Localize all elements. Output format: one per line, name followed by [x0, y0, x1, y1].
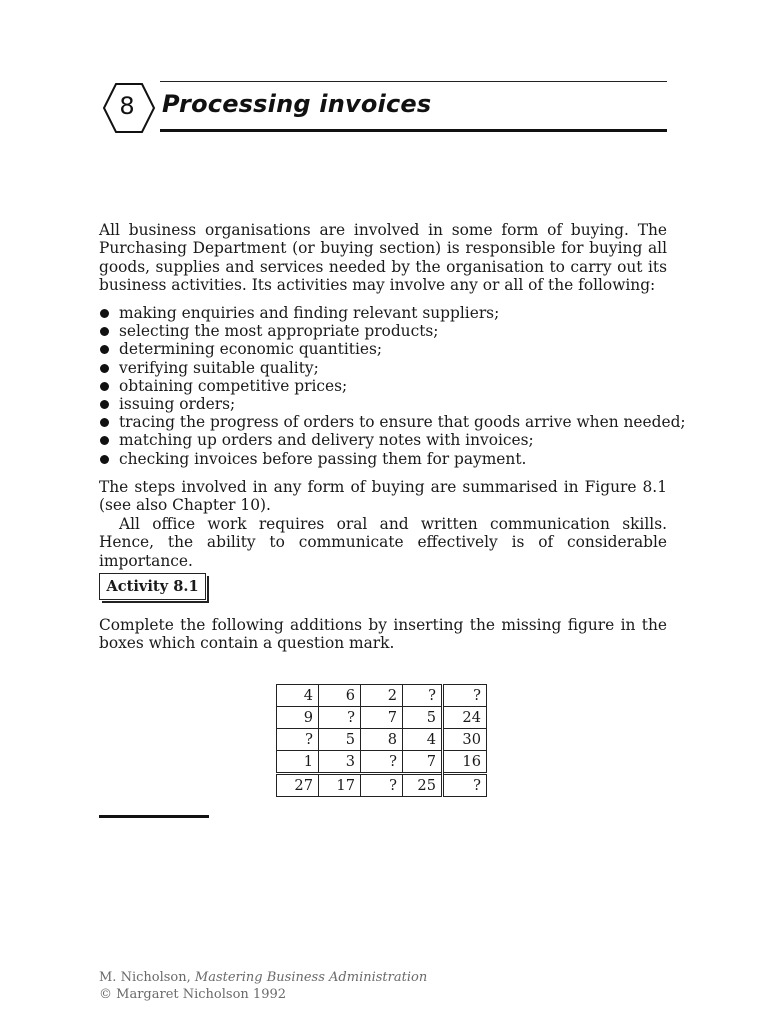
communication-paragraph: All office work requires oral and written communication skills. Hence, the ability to communicate effectively is of considerable importance.: [99, 515, 667, 570]
section-end-rule: [99, 815, 209, 818]
activity-heading-box: [99, 573, 206, 600]
table-row: [277, 685, 487, 707]
grid-cell: 4: [403, 729, 443, 751]
grid-cell: 5: [319, 729, 361, 751]
header-bottom-rule: [160, 129, 667, 132]
list-item: tracing the progress of orders to ensure that goods arrive when needed;: [99, 413, 679, 431]
chapter-badge: [102, 82, 156, 134]
addition-grid: [276, 684, 487, 797]
header-top-rule: [160, 81, 667, 82]
grid-cell: 3: [319, 751, 361, 774]
grid-cell: ?: [403, 685, 443, 707]
grid-cell: 30: [443, 729, 487, 751]
grid-cell: 8: [361, 729, 403, 751]
table-row: [277, 729, 487, 751]
list-item: determining economic quantities;: [99, 340, 679, 358]
total-cell: 27: [277, 774, 319, 797]
steps-paragraph: The steps involved in any form of buying are summarised in Figure 8.1 (see also Chapter 10).: [99, 478, 667, 515]
list-item: matching up orders and delivery notes with invoices;: [99, 431, 679, 449]
grid-cell: ?: [277, 729, 319, 751]
chapter-number: 8: [119, 92, 135, 120]
footer-citation: [99, 969, 427, 986]
list-item: verifying suitable quality;: [99, 359, 679, 377]
grid-cell: 2: [361, 685, 403, 707]
total-row: [277, 774, 487, 797]
list-item: making enquiries and finding relevant suppliers;: [99, 304, 679, 322]
list-item: selecting the most appropriate products;: [99, 322, 679, 340]
grid-cell: 9: [277, 707, 319, 729]
grid-cell: 7: [403, 751, 443, 774]
footer: [99, 969, 427, 1003]
activity-instruction: Complete the following additions by inserting the missing figure in the boxes which contain a question mark.: [99, 616, 667, 653]
grid-cell: 5: [403, 707, 443, 729]
list-item: issuing orders;: [99, 395, 679, 413]
total-cell: ?: [443, 774, 487, 797]
intro-paragraph: All business organisations are involved in some form of buying. The Purchasing Department (or buying section) is responsible for buying all goods, supplies and services needed by the organisation to carry out its business activities. Its activities may involve any or all of the following:: [99, 221, 667, 295]
activity-label: Activity 8.1: [106, 578, 199, 595]
table-row: [277, 751, 487, 774]
footer-copyright: © Margaret Nicholson 1992: [99, 987, 287, 1002]
grid-cell: ?: [443, 685, 487, 707]
table-row: [277, 707, 487, 729]
grid-cell: ?: [319, 707, 361, 729]
chapter-title: Processing invoices: [162, 90, 432, 118]
total-cell: ?: [361, 774, 403, 797]
footer-author: M. Nicholson,: [99, 970, 191, 985]
grid-cell: 1: [277, 751, 319, 774]
total-cell: 17: [319, 774, 361, 797]
grid-cell: 7: [361, 707, 403, 729]
total-cell: 25: [403, 774, 443, 797]
list-item: obtaining competitive prices;: [99, 377, 679, 395]
grid-cell: ?: [361, 751, 403, 774]
grid-cell: 6: [319, 685, 361, 707]
footer-book-title: Mastering Business Administration: [194, 970, 428, 985]
list-item: checking invoices before passing them for payment.: [99, 450, 679, 468]
grid-cell: 4: [277, 685, 319, 707]
activities-list: [99, 304, 686, 468]
grid-cell: 16: [443, 751, 487, 774]
grid-cell: 24: [443, 707, 487, 729]
